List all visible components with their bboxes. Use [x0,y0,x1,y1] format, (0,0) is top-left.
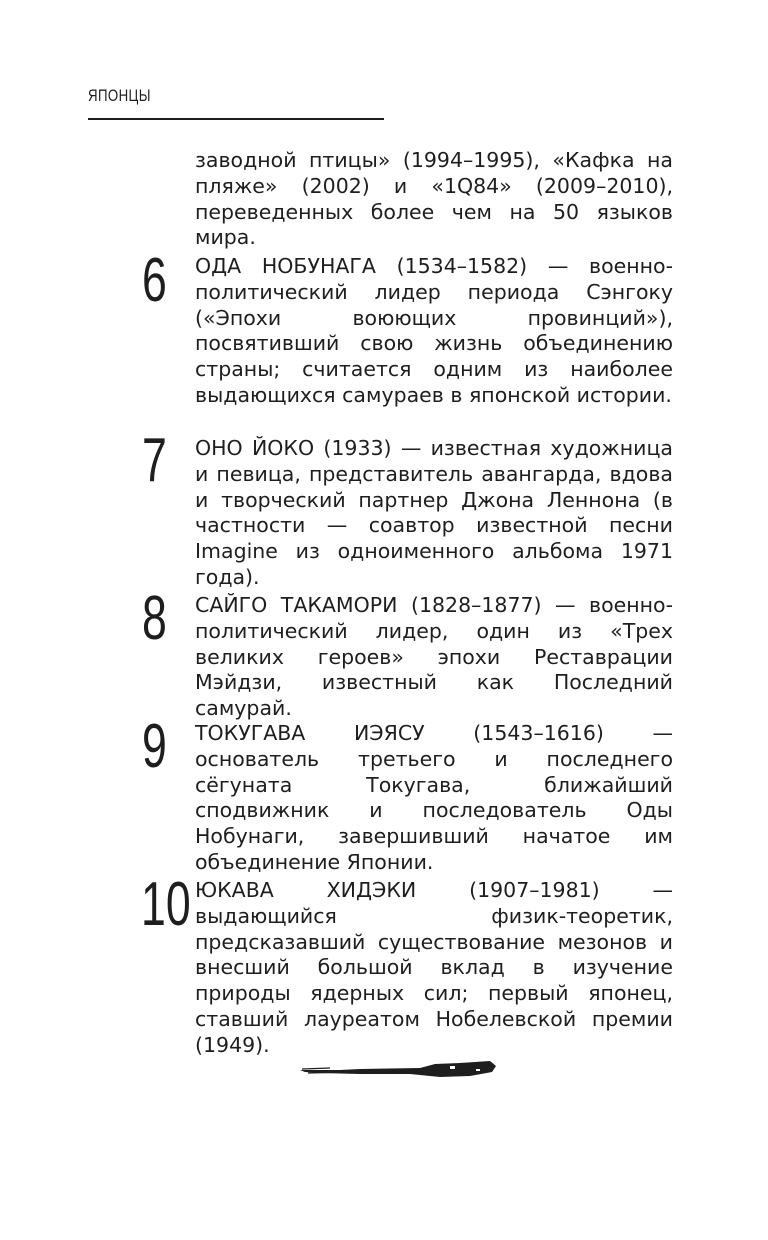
entry-text-10: ЮКАВА ХИДЭКИ (1907–1981) — выдающийся физик-теоретик, предсказавший существование мезонов и внесший большой вклад в изучение природы ядерных сил; первый японец, ставший лауреатом Нобелевской премии (1949). [195,878,673,1057]
entry-number-6: 6 [142,246,167,315]
brush-stroke-ornament [300,1058,500,1082]
entry-number-10: 10 [141,870,191,939]
entry-text-6: ОДА НОБУНАГА (1534–1582) — военно-политический лидер периода Сэнгоку («Эпохи воюющих провинций»), посвятивший свою жизнь объединению страны; считается одним из наиболее выдающихся самураев в японской истории. [195,254,673,407]
entry-number-8: 8 [142,584,167,653]
entry-number-9: 9 [142,712,167,781]
entry-text-7: ОНО ЙОКО (1933) — известная художница и певица, представитель авангарда, вдова и творческий партнер Джона Леннона (в частности — соавтор известной песни Imagine из одноименного альбома 1971 года). [195,436,673,589]
continuation-paragraph: заводной птицы» (1994–1995), «Кафка на пляже» (2002) и «1Q84» (2009–2010), переведенных более чем на 50 языков мира. [195,148,673,250]
entry-text-8: САЙГО ТАКАМОРИ (1828–1877) — военно-политический лидер, один из «Трех великих героев» эпохи Реставрации Мэйдзи, известный как Последний самурай. [195,593,673,721]
entry-number-7: 7 [142,426,167,495]
running-head: ЯПОНЦЫ [88,86,151,105]
entry-text-9: ТОКУГАВА ИЭЯСУ (1543–1616) — основатель третьего и последнего сёгуната Токугава, ближайший сподвижник и последователь Оды Нобунаги, завершивший начатое им объединение Японии. [195,721,673,874]
running-head-rule [88,118,384,120]
